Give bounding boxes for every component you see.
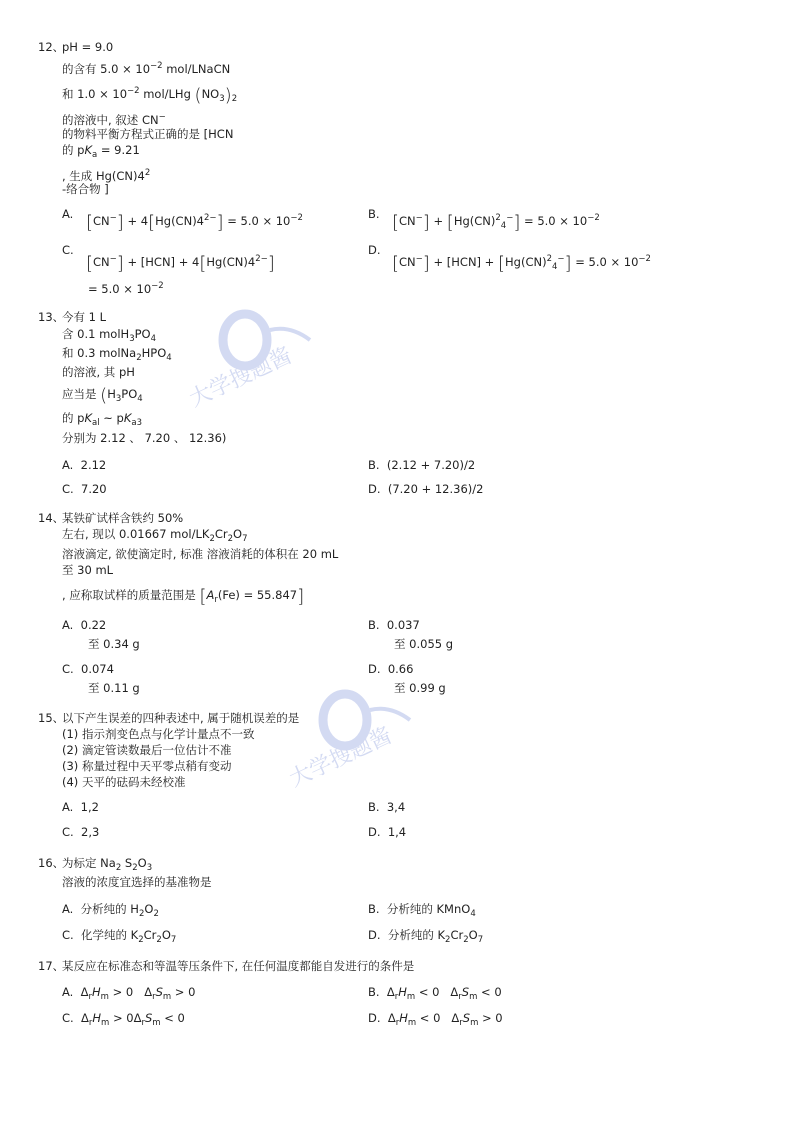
q17-option-a: A. $\Delta_rH_m > 0$ $\Delta_rS_m > 0$ bbox=[62, 985, 196, 1002]
q17-stem: 某反应在标准态和等温等压条件下, 在任何温度都能自发进行的条件是 bbox=[62, 959, 415, 973]
q16-option-a: A. 分析纯的 $H_2O_2$ bbox=[62, 902, 159, 919]
q15-line: (1) 指示剂变色点与化学计量点不一致 bbox=[62, 727, 255, 741]
q17-option-b: B. $\Delta_rH_m < 0$ $\Delta_rS_m < 0$ bbox=[368, 985, 502, 1002]
q12-line: 的 $pK_a = 9.21$ bbox=[62, 143, 140, 160]
q13-line: 和 0.3 $molNa_2HPO_4$ bbox=[62, 346, 172, 363]
q14-option-d-range: 至 0.99 g bbox=[394, 681, 446, 695]
q13-line: 分别为 2.12 、 7.20 、 12.36) bbox=[62, 431, 227, 445]
q12-line: , 生成 $Hg(CN)4^2$ bbox=[62, 168, 151, 183]
q16-number: 16、 bbox=[38, 856, 65, 870]
q12-option-d-formula: $[CN^-] + [HCN] + [Hg(CN)^2_4^-] = 5.0 \times 10^{-2}$ bbox=[392, 253, 651, 274]
q14-option-a: A. 0.22 bbox=[62, 618, 107, 632]
q13-line: 的溶液, 其 pH bbox=[62, 365, 135, 379]
q16-option-b: B. 分析纯的 KMnO$_4$ bbox=[368, 902, 476, 919]
q17-option-c: C. $\Delta_rH_m > 0\Delta_rS_m < 0$ bbox=[62, 1011, 185, 1028]
q12-option-a-label: A. bbox=[62, 207, 74, 221]
q15-number: 15、 bbox=[38, 711, 65, 725]
q15-line: (2) 滴定管读数最后一位估计不准 bbox=[62, 743, 232, 757]
q16-line: 溶液的浓度宜选择的基准物是 bbox=[62, 875, 212, 889]
q15-option-d: D. 1,4 bbox=[368, 825, 407, 839]
q15-line: (3) 称量过程中天平零点稍有变动 bbox=[62, 759, 232, 773]
q13-line: 应当是 ($H_3PO_4$ bbox=[62, 385, 143, 406]
q14-option-d: D. 0.66 bbox=[368, 662, 414, 676]
q14-option-c: C. 0.074 bbox=[62, 662, 114, 676]
q13-number: 13、 bbox=[38, 310, 65, 324]
q14-option-b: B. 0.037 bbox=[368, 618, 420, 632]
q12-option-b-label: B. bbox=[368, 207, 380, 221]
q12-line: 的物料平衡方程式正确的是 [HCN bbox=[62, 127, 234, 141]
q14-line: 左右, 现以 0.01667 mol/$LK_2Cr_2O_7$ bbox=[62, 527, 248, 544]
q14-option-a-range: 至 0.34 g bbox=[88, 637, 140, 651]
q13-line: 含 0.1 $molH_3PO_4$ bbox=[62, 327, 157, 344]
q14-line: 某铁矿试样含铁约 50% bbox=[62, 511, 184, 525]
q12-line: -络合物 ] bbox=[62, 182, 109, 196]
q17-option-d: D. $\Delta_rH_m < 0$ $\Delta_rS_m > 0$ bbox=[368, 1011, 503, 1028]
watermark-logo-1 bbox=[170, 300, 330, 440]
q14-line: , 应称取试样的质量范围是 $[A_r(Fe) = 55.847]$ bbox=[62, 586, 305, 607]
q15-option-b: B. 3,4 bbox=[368, 800, 406, 814]
q12-number: 12、 bbox=[38, 40, 65, 54]
q15-line: (4) 天平的砝码未经校准 bbox=[62, 775, 186, 789]
q16-line: 为标定 $Na_2$ $S_2O_3$ bbox=[62, 856, 153, 873]
svg-text:大学搜题酱: 大学搜题酱 bbox=[185, 343, 296, 413]
q12-line: pH = 9.0 bbox=[62, 40, 114, 54]
q14-line: 至 30 mL bbox=[62, 563, 114, 577]
q14-number: 14、 bbox=[38, 511, 65, 525]
q13-option-d: D. (7.20 + 12.36)/2 bbox=[368, 482, 484, 496]
q12-option-c-cont: = $5.0 \times 10^{-2}$ bbox=[88, 281, 164, 296]
q13-option-a: A. 2.12 bbox=[62, 458, 107, 472]
q12-option-c-formula: $[CN^-] + [HCN] + 4[Hg(CN)4^{2-}]$ bbox=[86, 253, 275, 274]
q14-option-c-range: 至 0.11 g bbox=[88, 681, 140, 695]
q17-number: 17、 bbox=[38, 959, 65, 973]
q13-option-c: C. 7.20 bbox=[62, 482, 107, 496]
q12-line: 和 $1.0 \times 10^{-2}$ mol/LHg $(NO_3)_2$ bbox=[62, 85, 238, 106]
svg-text:大学搜题酱: 大学搜题酱 bbox=[285, 723, 396, 793]
q15-option-a: A. 1,2 bbox=[62, 800, 99, 814]
q14-line: 溶液滴定, 欲使滴定时, 标准 溶液消耗的体积在 20 mL bbox=[62, 547, 339, 561]
q12-line: 的溶液中, 叙述 CN− bbox=[62, 112, 166, 127]
q12-option-b-formula: $[CN^-] + [Hg(CN)^2_4^-] = 5.0 \times 10^{-2}$ bbox=[392, 212, 600, 233]
q15-option-c: C. 2,3 bbox=[62, 825, 100, 839]
q16-option-c: C. 化学纯的 $K_2Cr_2O_7$ bbox=[62, 928, 177, 945]
q12-option-d-label: D. bbox=[368, 243, 381, 257]
q12-option-a-formula: $[CN^-] + 4[Hg(CN)4^{2-}] = 5.0 \times 10^{-2}$ bbox=[86, 212, 303, 233]
q14-option-b-range: 至 0.055 g bbox=[394, 637, 454, 651]
q12-option-c-label: C. bbox=[62, 243, 74, 257]
q13-line: 的 $pK_{al}$ ~ $pK_{a3}$ bbox=[62, 411, 143, 428]
q15-line: 以下产生误差的四种表述中, 属于随机误差的是 bbox=[62, 711, 300, 725]
q13-option-b: B. (2.12 + 7.20)/2 bbox=[368, 458, 476, 472]
watermark-logo-2 bbox=[270, 680, 430, 820]
q16-option-d: D. 分析纯的 $K_2Cr_2O_7$ bbox=[368, 928, 484, 945]
q12-line: 的含有 $5.0 \times 10^{-2}$ mol/LNaCN bbox=[62, 61, 231, 76]
q13-line: 今有 1 L bbox=[62, 310, 107, 324]
